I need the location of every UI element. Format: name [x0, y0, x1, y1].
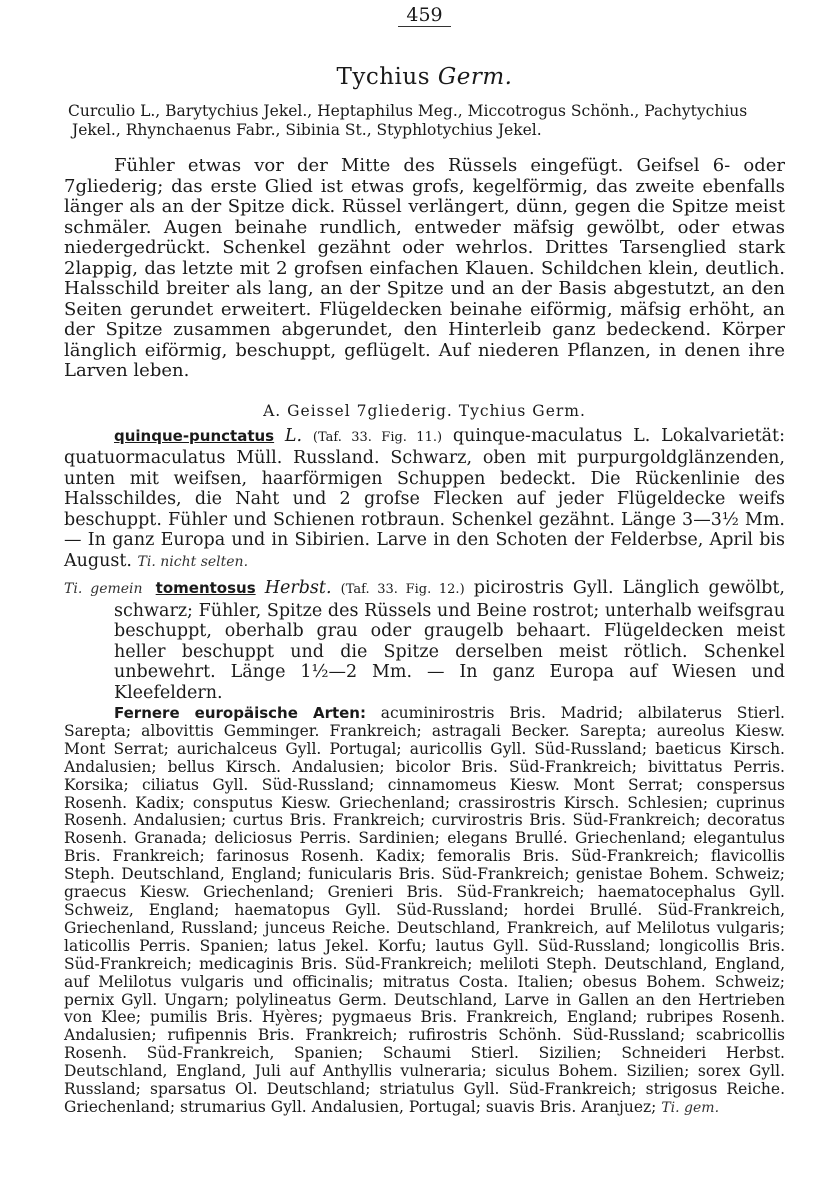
genus-name: Tychius — [336, 64, 431, 90]
species-text: quinque-maculatus L. Lokalvarietät: quatuormaculatus Müll. Russland. Schwarz, oben mit purpurgoldglänzenden, unten mit weifsen, haarförmigen Schuppen bedeckt. Die Rückenlinie des Halsschildes, die Naht und 2 grofse Flecken auf jeder Flügeldecke weifs beschuppt. Fühler und Schienen rotbraun. Schenkel gezähnt. Länge 3—3½ Mm. — In ganz Europa und in Sibirien. Larve in den Schoten der Felderbse, April bis August. — [64, 425, 785, 571]
species-author: L. — [284, 425, 303, 446]
synonym-list: Curculio L., Barytychius Jekel., Heptaphilus Meg., Miccotrogus Schönh., Pachytychius Jekel., Rhynchaenus Fabr., Sibinia St., Styphlotychius Jekel. — [68, 102, 748, 139]
genus-title — [64, 64, 785, 90]
section-heading: A. Geissel 7gliederig. Tychius Germ. — [263, 401, 586, 420]
genus-description: Fühler etwas vor der Mitte des Rüssels eingefügt. Geifsel 6- oder 7gliederig; das erste Glied ist etwas grofs, kegelförmig, das zweite ebenfalls länger als an der Spitze dick. Rüssel verlängert, dünn, gegen die Spitze meist schmäler. Augen beinahe rundlich, entweder mäfsig gewölbt, oder etwas niedergedrückt. Schenkel gezähnt oder wehrlos. Drittes Tarsenglied stark 2lappig, das letzte mit 2 grofsen einfachen Klauen. Schildchen klein, deutlich. Halsschild breiter als lang, an der Spitze und an der Basis abgestutzt, an den Seiten gerundet erweitert. Flügeldecken beinahe eiförmig, mäfsig erhöht, an der Spitze zusammen abgerundet, den Hinterleib ganz bedeckend. Körper länglich eiförmig, beschuppt, geflügelt. Auf niederen Pflanzen, in denen ihre Larven leben. — [64, 155, 785, 381]
margin-note: Ti. gem. — [661, 1099, 720, 1116]
plate-reference: (Taf. 33. Fig. 11.) — [312, 429, 443, 445]
species-entry-tomentosus — [64, 578, 785, 703]
other-species-text: acuminirostris Bris. Madrid; albilaterus Stierl. Sarepta; albovittis Gemminger. Frankreich; astragali Becker. Sarepta; aureolus Kiesw. Mont Serrat; aurichalceus Gyll. Portugal; auricollis Gyll. Süd-Russland; baeticus Kirsch. Andalusien; bellus Kirsch. Andalusien; bicolor Bris. Süd-Frankreich; bivittatus Perris. Korsika; ciliatus Gyll. Süd-Russland; cinnamomeus Kiesw. Mont Serrat; conspersus Rosenh. Kadix; consputus Kiesw. Griechenland; crassirostris Kirsch. Schlesien; cuprinus Rosenh. Andalusien; curtus Bris. Frankreich; curvirostris Bris. Süd-Frankreich; decoratus Rosenh. Granada; deliciosus Perris. Sardinien; elegans Brullé. Griechenland; elegantulus Bris. Frankreich; farinosus Rosenh. Kadix; femoralis Bris. Süd-Frankreich; flavicollis Steph. Deutschland, England; funicularis Bris. Süd-Frankreich; genistae Bohem. Schweiz; graecus Kiesw. Griechenland; Grenieri Bris. Süd-Frankreich; haematocephalus Gyll. Schweiz, England; haematopus Gyll. Süd-Russland; hordei Brullé. Süd-Frankreich, Griechenland, Russland; junceus Reiche. Deutschland, Frankreich, auf Melilotus vulgaris; laticollis Perris. Spanien; latus Jekel. Korfu; lautus Gyll. Süd-Russland; longicollis Bris. Süd-Frankreich; medicaginis Bris. Süd-Frankreich; meliloti Steph. Deutschland, England, auf Melilotus vulgaris und officinalis; mitratus Costa. Italien; obesus Bohem. Schweiz; pernix Gyll. Ungarn; polylineatus Germ. Deutschland, Larve in Gallen an den Hertrieben von Klee; pumilis Bris. Hyères; pygmaeus Bris. Frankreich, England; rubripes Rosenh. Andalusien; rufipennis Bris. Frankreich; rufirostris Schönh. Süd-Russland; scabricollis Rosenh. Süd-Frankreich, Spanien; Schaumi Stierl. Sizilien; Schneideri Herbst. Deutschland, England, Juli auf Anthyllis vulneraria; siculus Bohem. Sizilien; sorex Gyll. Russland; sparsatus Ol. Deutschland; striatulus Gyll. Süd-Frankreich; strigosus Reiche. Griechenland; strumarius Gyll. Andalusien, Portugal; suavis Bris. Aranjuez; — [64, 704, 785, 1116]
species-author: Herbst. — [264, 578, 332, 598]
page-number: 459 — [64, 0, 785, 32]
handwritten-note: Ti. nicht selten. — [137, 553, 249, 570]
plate-reference: (Taf. 33. Fig. 12.) — [340, 582, 465, 597]
other-species-heading: Fernere europäische Arten: — [114, 704, 366, 722]
species-entry-quinque-punctatus — [64, 426, 785, 573]
species-name: quinque-punctatus — [114, 426, 275, 445]
species-text: picirostris Gyll. Länglich gewölbt, schwarz; Fühler, Spitze des Rüssels und Beine rostrot; unterhalb weifsgrau beschuppt, oberhalb grau oder graugelb behaart. Flügeldecken meist heller beschuppt und die Spitze derselben meist rötlich. Schenkel unbewehrt. Länge 1½—2 Mm. — In ganz Europa auf Wiesen und Kleefeldern. — [114, 578, 785, 703]
other-species-paragraph — [64, 705, 785, 1118]
species-name: tomentosus — [155, 579, 256, 597]
handwritten-prefix: Ti. gemein — [64, 581, 143, 597]
genus-author: Germ. — [437, 64, 513, 90]
